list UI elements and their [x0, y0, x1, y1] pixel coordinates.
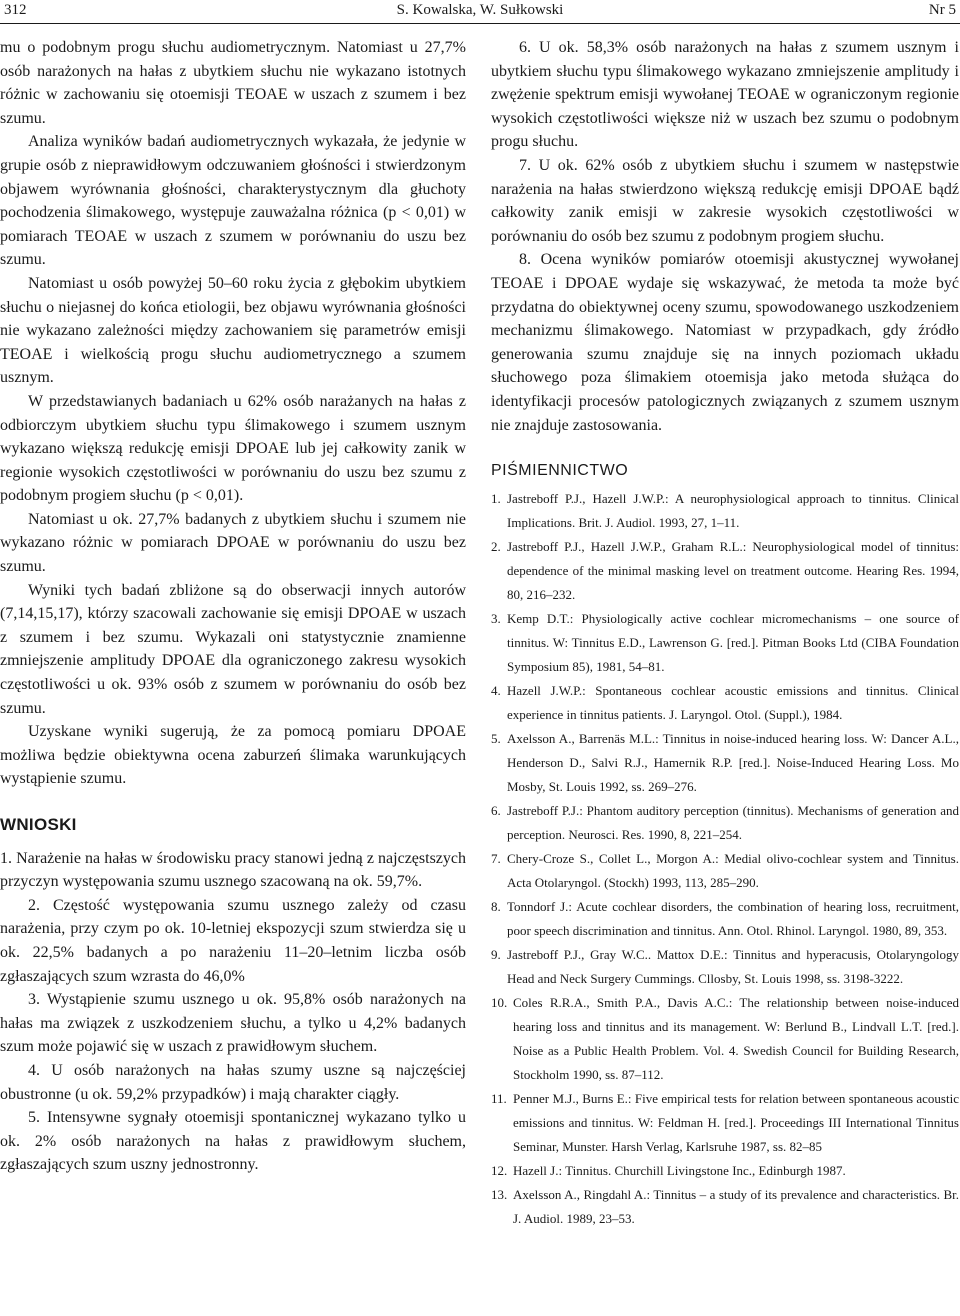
references-list [491, 487, 959, 1231]
reference-text: Axelsson A., Ringdahl A.: Tinnitus – a study of its prevalence and characteristics. Br. J. Audiol. 1989, 23–53. [513, 1186, 959, 1226]
reference-item [491, 1159, 959, 1183]
reference-item [491, 799, 959, 847]
reference-item [491, 895, 959, 943]
reference-text: Jastreboff P.J.: Phantom auditory perception (tinnitus). Mechanisms of generation and perception. Neurosci. Res. 1990, 8, 221–254. [507, 802, 959, 842]
reference-item [491, 1087, 959, 1159]
issue-number: Nr 5 [928, 2, 956, 18]
reference-text: Axelsson A., Barrenäs M.L.: Tinnitus in noise-induced hearing loss. W: Dancer A.L., Henderson D., Salvi R.J., Hamernik R.P. [red.]. Noise-Induced Hearing Loss. Mo Mosby, St. Louis 1992, ss. 269–276. [507, 730, 959, 794]
reference-item [491, 991, 959, 1087]
reference-item [491, 1183, 959, 1231]
reference-number: 2. [491, 538, 501, 554]
reference-text: Coles R.R.A., Smith P.A., Davis A.C.: The relationship between noise-induced hearing loss and tinnitus and its management. W: Berlund B., Lindvall L.T. [red.]. Noise as a Public Health Problem. Vol. 4. Swedish Council for Building Research, Stockholm 1990, ss. 87–112. [513, 994, 959, 1082]
conclusions-heading: WNIOSKI [0, 815, 77, 834]
conclusion-item: 1. Narażenie na hałas w środowisku pracy stanowi jedną z najczęstszych przyczyn występowania szumu usznego szacowaną na ok. 59,7%. [0, 849, 466, 891]
reference-item [491, 679, 959, 727]
body-paragraph: Natomiast u ok. 27,7% badanych z ubytkiem słuchu i szumem nie wykazano różnic w pomiarach DPOAE w porównaniu do uszu bez szumu. [0, 510, 466, 576]
reference-number: 10. [491, 994, 508, 1010]
running-authors: S. Kowalska, W. Sułkowski [396, 2, 564, 18]
reference-number: 12. [491, 1162, 508, 1178]
conclusion-item: 2. Częstość występowania szumu usznego zależy od czasu narażenia, przy czym po ok. 10-letniej ekspozycji szum stwierdza się u ok. 22,5% badanych a po narażeniu 11–20–letnim liczba osób zgłaszających szum wzrasta do 46,0% [0, 896, 466, 985]
reference-text: Hazell J.W.P.: Spontaneous cochlear acoustic emissions and tinnitus. Clinical experience in tinnitus patients. J. Laryngol. Otol. (Suppl.), 1984. [507, 682, 959, 722]
reference-number: 7. [491, 850, 501, 866]
conclusion-item: 5. Intensywne sygnały otoemisji spontanicznej wykazano tylko u ok. 2% osób narażonych na hałas z prawidłowym słuchem, zgłaszających szum uszny jednostronny. [0, 1109, 466, 1174]
reference-item [491, 487, 959, 535]
reference-text: Jastreboff P.J., Hazell J.W.P., Graham R.L.: Neurophysiological model of tinnitus: dependence of the minimal masking level on treatment outcome. Hearing Res. 1994, 80, 216–232. [507, 538, 959, 602]
reference-number: 6. [491, 802, 501, 818]
header-rule [0, 23, 960, 24]
conclusion-item: 7. U ok. 62% osób z ubytkiem słuchu i szumem w następstwie narażenia na hałas stwierdzono większą redukcję emisji DPOAE bądź całkowity zanik emisji w zakresie wysokich częstotliwości w porównaniu do osób bez szumu z podobnym progiem słuchu. [491, 156, 959, 245]
body-paragraph: Uzyskane wyniki sugerują, że za pomocą pomiaru DPOAE możliwa będzie obiektywna ocena zaburzeń ślimaka warunkujących wystąpienie szumu. [0, 723, 466, 788]
reference-number: 11. [491, 1090, 507, 1106]
page-number: 312 [4, 2, 27, 18]
right-column [491, 36, 959, 1231]
reference-item [491, 607, 959, 679]
reference-number: 3. [491, 610, 501, 626]
reference-text: Chery-Croze S., Collet L., Morgon A.: Medial olivo-cochlear system and Tinnitus. Acta Otolaryngol. (Stockh) 1993, 113, 285–290. [507, 850, 959, 890]
reference-number: 8. [491, 898, 501, 914]
conclusion-item: 8. Ocena wyników pomiarów otoemisji akustycznej wywołanej TEOAE i DPOAE wydaje się wskazywać, że metoda ta może być przydatna do obiektywnej oceny szumu, spowodowanego uszkodzeniem mechanizmu ślimakowego. Natomiast w przypadkach, gdy źródło generowania szumu znajduje się na innych poziomach układu słuchowego poza ślimakiem otoemisja jako metoda służąca do identyfikacji procesów patologicznych związanych z szumem usznym nie znajduje zastosowania. [491, 251, 959, 434]
references-heading: PIŚMIENNICTWO [491, 462, 629, 480]
reference-number: 1. [491, 490, 501, 506]
reference-number: 5. [491, 730, 501, 746]
body-paragraph: mu o podobnym progu słuchu audiometrycznym. Natomiast u 27,7% osób narażonych na hałas z ubytkiem słuchu nie wykazano istotnych różnic w zachowaniu się otoemisji TEOAE w uszach z szumem i bez szumu. [0, 39, 466, 127]
reference-text: Tonndorf J.: Acute cochlear disorders, the combination of hearing loss, recruitment, poor speech discrimination and tinnitus. Ann. Otol. Rhinol. Laryngol. 1980, 89, 353. [507, 898, 959, 938]
reference-number: 13. [491, 1186, 508, 1202]
reference-item [491, 943, 959, 991]
body-paragraph: W przedstawianych badaniach u 62% osób narażanych na hałas z odbiorczym ubytkiem słuchu typu ślimakowego i szumem usznym wykazano większą redukcję emisji DPOAE lub jej całkowity zanik w regionie wysokich częstotliwości w porównaniu do uszu bez szumu z podobnym progiem słuchu (p < 0,01). [0, 392, 466, 505]
reference-item [491, 727, 959, 799]
reference-text: Kemp D.T.: Physiologically active cochlear micromechanisms – one source of tinnitus. W: Tinnitus E.D., Lawrenson G. [red.]. Pitman Books Ltd (CIBA Foundation Symposium 85), 1981, 54–81. [507, 610, 959, 674]
conclusion-item: 6. U ok. 58,3% osób narażonych na hałas z szumem usznym i ubytkiem słuchu typu ślimakowego wykazano zmniejszenie amplitudy i zwężenie spektrum emisji wywołanej TEOAE w ograniczonym regionie wysokich częstotliwości większe niż w uszach bez szumu o podobnym progu słuchu. [491, 39, 959, 151]
reference-text: Jastreboff P.J., Gray W.C.. Mattox D.E.: Tinnitus and hyperacusis, Otolaryngology Head and Neck Surgery Cummings. Cllosby, St. Louis 1998, ss. 3198-3222. [507, 946, 959, 986]
running-header [0, 0, 960, 22]
body-paragraph: Wyniki tych badań zbliżone są do obserwacji innych autorów (7,14,15,17), którzy szacowali zachowanie się emisji DPOAE w uszach z szumem i bez szumu. Wykazali oni statystycznie znamienne zmniejszenie amplitudy DPOAE dla ograniczonego zakresu wysokich częstotliwości u ok. 93% osób z szumem w porównaniu do osób bez szumu. [0, 581, 466, 717]
conclusion-item: 3. Wystąpienie szumu usznego u ok. 95,8% osób narażonych na hałas ma związek z uszkodzeniem słuchu, a tylko u 4,2% badanych szum może pojawić się w uszach z prawidłowym słuchem. [0, 991, 466, 1056]
reference-item [491, 847, 959, 895]
reference-text: Penner M.J., Burns E.: Five empirical tests for relation between spontaneous acoustic emissions and tinnitus. W: Feldman H. [red.]. Proceedings III International Tinnitus Seminar, Munster. Harsh Verlag, Karlsruhe 1987, ss. 82–85 [513, 1090, 959, 1154]
reference-item [491, 535, 959, 607]
left-column [0, 36, 466, 1177]
body-paragraph: Natomiast u osób powyżej 50–60 roku życia z głębokim ubytkiem słuchu o niejasnej do końca etiologii, bez objawu wyrównania głośności nie wykazano zależności między zachowaniem się parametrów emisji TEOAE i wielkością progu słuchu audiometrycznego a szumem usznym. [0, 274, 466, 387]
reference-text: Jastreboff P.J., Hazell J.W.P.: A neurophysiological approach to tinnitus. Clinical Implications. Brit. J. Audiol. 1993, 27, 1–11. [507, 490, 959, 530]
body-paragraph: Analiza wyników badań audiometrycznych wykazała, że jedynie w grupie osób z nieprawidłowym odczuwaniem głośności i stwierdzonym objawem wyrównania głośności, charakterystycznym dla głuchoty pochodzenia ślimakowego, występuje zauważalna różnica (p < 0,01) w pomiarach TEOAE w uszach z szumem w porównaniu do uszu bez szumu. [0, 133, 466, 269]
reference-number: 4. [491, 682, 501, 698]
reference-number: 9. [491, 946, 501, 962]
reference-text: Hazell J.: Tinnitus. Churchill Livingstone Inc., Edinburgh 1987. [513, 1162, 846, 1178]
conclusion-item: 4. U osób narażonych na hałas szumy uszne są najczęściej obustronne (u ok. 59,2% przypadków) i mają charakter ciągły. [0, 1061, 466, 1103]
